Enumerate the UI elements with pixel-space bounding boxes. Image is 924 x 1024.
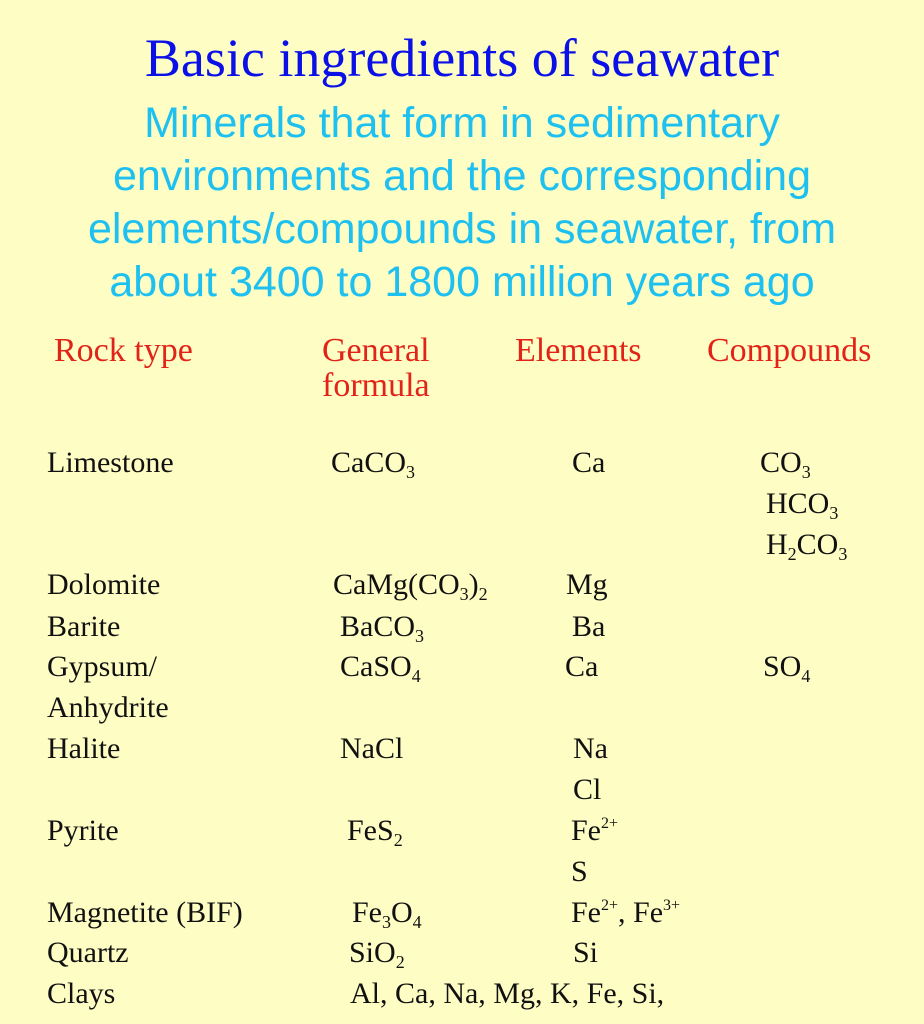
element-barite: Ba [572,610,606,643]
element-dolomite: Mg [566,568,608,601]
slide-title: Basic ingredients of seawater [144,28,780,88]
header-general-line-2: formula [322,367,430,404]
rock-limestone: Limestone [47,446,174,479]
header-elements: Elements [515,332,642,369]
formula-magnetite: $Fe_3O_4$ [352,896,422,932]
formula-limestone: CaCO$_3$ [331,446,415,482]
element-quartz: Si [573,936,599,969]
formula-halite: NaCl [340,732,404,765]
slide-subtitle [0,97,924,309]
header-general-formula [322,333,430,403]
compound-gypsum: $SO_4$ [763,650,811,686]
formula-quartz: SiO$_2$ [349,936,405,972]
compound-limestone-3: $H_2CO_3$ [766,528,848,564]
header-compounds: Compounds [707,332,872,369]
rock-barite: Barite [47,610,121,643]
element-pyrite-1: $Fe^{2+}$ [571,814,619,847]
rock-dolomite: Dolomite [47,568,161,601]
subtitle-line-1: Minerals that form in sedimentary [144,99,780,147]
rock-magnetite: Magnetite (BIF) [47,896,243,929]
rock-anhydrite: Anhydrite [47,691,169,724]
element-limestone: Ca [572,446,606,479]
element-halite-2: Cl [573,773,602,806]
subtitle-line-2: environments and the corresponding [113,152,811,200]
header-rock-type: Rock type [54,332,193,369]
rock-gypsum: Gypsum/ [47,650,158,683]
formula-dolomite: $CaMg(CO_3)_2$ [333,568,488,604]
subtitle-line-3: elements/compounds in seawater, from [87,205,837,253]
compound-limestone-1: $CO_3$ [760,446,811,482]
rock-quartz: Quartz [47,936,129,969]
compound-limestone-2: $HCO_3$ [766,487,839,523]
rock-clays: Clays [47,977,116,1010]
element-pyrite-2: S [571,855,588,888]
element-halite-1: Na [573,732,608,765]
element-gypsum: Ca [565,650,599,683]
formula-gypsum: CaSO$_4$ [340,650,421,686]
element-magnetite: $Fe^{2+}$, $Fe^{3+}$ [571,896,681,929]
rock-pyrite: Pyrite [47,814,119,847]
formula-pyrite: FeS$_2$ [347,814,403,850]
subtitle-line-4: about 3400 to 1800 million years ago [109,258,815,306]
formula-barite: BaCO$_3$ [340,610,424,646]
formula-clays: Al, Ca, Na, Mg, K, Fe, Si, [350,977,665,1010]
rock-halite: Halite [47,732,121,765]
header-general-line-1: General [322,332,430,369]
